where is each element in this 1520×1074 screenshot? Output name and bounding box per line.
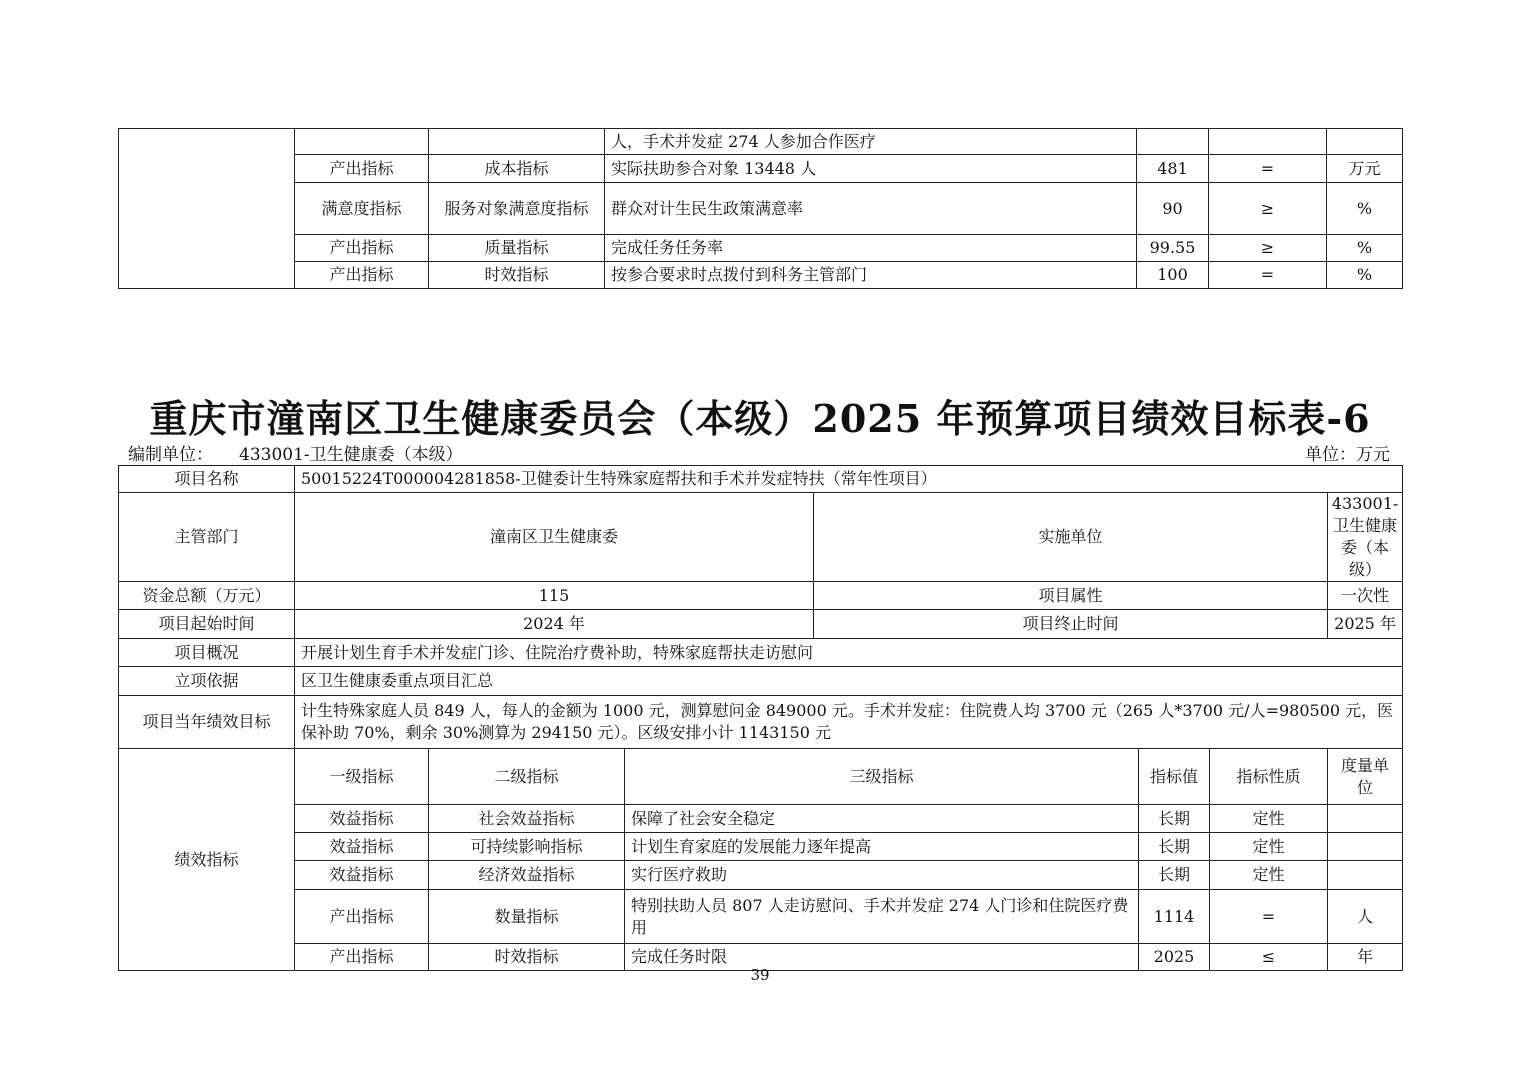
table-row xyxy=(119,262,1403,289)
level1-cell: 产出指标 xyxy=(295,890,429,944)
level3-cell: 计划生育家庭的发展能力逐年提高 xyxy=(625,833,1139,861)
unit-cell xyxy=(1327,129,1403,155)
level1-cell: 效益指标 xyxy=(295,833,429,861)
value-cell: 长期 xyxy=(1139,805,1210,833)
table-row xyxy=(119,696,1403,749)
header-level1: 一级指标 xyxy=(295,749,429,805)
document-title: 重庆市潼南区卫生健康委员会（本级）2025 年预算项目绩效目标表-6 xyxy=(149,396,1371,441)
goal-label: 项目当年绩效目标 xyxy=(119,696,295,749)
header-level2: 二级指标 xyxy=(429,749,625,805)
funds-value: 115 xyxy=(295,582,814,610)
unit-cell xyxy=(1328,805,1403,833)
level2-cell: 时效指标 xyxy=(429,262,605,289)
unit-cell xyxy=(1328,861,1403,890)
unit-cell: % xyxy=(1327,183,1403,235)
unit-cell: % xyxy=(1327,235,1403,262)
value-cell: 481 xyxy=(1137,155,1209,183)
level1-cell xyxy=(295,129,429,155)
level2-cell: 经济效益指标 xyxy=(429,861,625,890)
level1-cell: 产出指标 xyxy=(295,262,429,289)
table-row xyxy=(119,667,1403,696)
level2-cell: 可持续影响指标 xyxy=(429,833,625,861)
level2-cell: 数量指标 xyxy=(429,890,625,944)
value-cell: 2025 xyxy=(1139,944,1210,971)
unit-cell: 人 xyxy=(1328,890,1403,944)
table-row xyxy=(119,805,1403,833)
level2-cell: 服务对象满意度指标 xyxy=(429,183,605,235)
dept-value: 潼南区卫生健康委 xyxy=(295,493,814,582)
nature-cell: ≥ xyxy=(1209,183,1327,235)
start-value: 2024 年 xyxy=(295,610,814,639)
compiler-label: 编制单位： xyxy=(128,445,213,465)
page-number: 39 xyxy=(750,966,770,984)
table-row xyxy=(119,749,1403,805)
level1-cell: 效益指标 xyxy=(295,805,429,833)
impl-value: 433001-卫生健康委（本级） xyxy=(1328,493,1403,582)
level1-cell: 效益指标 xyxy=(295,861,429,890)
attr-value: 一次性 xyxy=(1328,582,1403,610)
continuation-table xyxy=(118,128,1403,289)
level2-cell: 时效指标 xyxy=(429,944,625,971)
value-cell: 100 xyxy=(1137,262,1209,289)
funds-label: 资金总额（万元） xyxy=(119,582,295,610)
level2-cell: 质量指标 xyxy=(429,235,605,262)
nature-cell: ≥ xyxy=(1209,235,1327,262)
dept-label: 主管部门 xyxy=(119,493,295,582)
basis-label: 立项依据 xyxy=(119,667,295,696)
compiler-line xyxy=(128,440,463,465)
level3-cell: 群众对计生民生政策满意率 xyxy=(605,183,1137,235)
value-cell: 长期 xyxy=(1139,833,1210,861)
unit-cell: % xyxy=(1327,262,1403,289)
level2-cell xyxy=(429,129,605,155)
level2-cell: 成本指标 xyxy=(429,155,605,183)
value-cell: 1114 xyxy=(1139,890,1210,944)
value-cell: 90 xyxy=(1137,183,1209,235)
header-level3: 三级指标 xyxy=(625,749,1139,805)
level1-cell: 产出指标 xyxy=(295,155,429,183)
overview-label: 项目概况 xyxy=(119,639,295,667)
nature-cell: ≤ xyxy=(1210,944,1328,971)
value-cell: 长期 xyxy=(1139,861,1210,890)
header-value: 指标值 xyxy=(1139,749,1210,805)
level1-cell: 产出指标 xyxy=(295,235,429,262)
nature-cell: = xyxy=(1210,890,1328,944)
nature-cell: 定性 xyxy=(1210,833,1328,861)
indicators-section-label: 绩效指标 xyxy=(119,749,295,971)
level2-cell: 社会效益指标 xyxy=(429,805,625,833)
basis-value: 区卫生健康委重点项目汇总 xyxy=(295,667,1403,696)
header-nature: 指标性质 xyxy=(1210,749,1328,805)
overview-value: 开展计划生育手术并发症门诊、住院治疗费补助，特殊家庭帮扶走访慰问 xyxy=(295,639,1403,667)
table-row xyxy=(119,493,1403,582)
nature-cell: = xyxy=(1209,155,1327,183)
performance-table xyxy=(118,465,1403,971)
level1-cell: 产出指标 xyxy=(295,944,429,971)
table-row xyxy=(119,639,1403,667)
level1-cell: 满意度指标 xyxy=(295,183,429,235)
unit-cell: 年 xyxy=(1328,944,1403,971)
compiler-value: 433001-卫生健康委（本级） xyxy=(239,445,463,465)
value-cell: 99.55 xyxy=(1137,235,1209,262)
level3-cell: 实行医疗救助 xyxy=(625,861,1139,890)
start-label: 项目起始时间 xyxy=(119,610,295,639)
unit-cell xyxy=(1328,833,1403,861)
level3-cell: 特别扶助人员 807 人走访慰问、手术并发症 274 人门诊和住院医疗费用 xyxy=(625,890,1139,944)
level3-cell: 保障了社会安全稳定 xyxy=(625,805,1139,833)
goal-value: 计生特殊家庭人员 849 人，每人的金额为 1000 元，测算慰问金 849000 元。手术并发症：住院费人均 3700 元（265 人*3700 元/人=980500 元，医保补助 70%，剩余 30%测算为 294150 元）。区级安排小计 1143150 元 xyxy=(295,696,1403,749)
project-name-value: 50015224T000004281858-卫健委计生特殊家庭帮扶和手术并发症特扶（常年性项目） xyxy=(295,466,1403,493)
level3-cell: 人，手术并发症 274 人参加合作医疗 xyxy=(605,129,1137,155)
header-unit: 度量单位 xyxy=(1328,749,1403,805)
table-row xyxy=(119,129,1403,155)
table-row xyxy=(119,861,1403,890)
blank-label-cell xyxy=(119,129,295,289)
table-row xyxy=(119,155,1403,183)
end-value: 2025 年 xyxy=(1328,610,1403,639)
table-row xyxy=(119,466,1403,493)
nature-cell xyxy=(1209,129,1327,155)
impl-label: 实施单位 xyxy=(814,493,1328,582)
table-row xyxy=(119,833,1403,861)
unit-cell: 万元 xyxy=(1327,155,1403,183)
attr-label: 项目属性 xyxy=(814,582,1328,610)
nature-cell: = xyxy=(1209,262,1327,289)
level3-cell: 完成任务时限 xyxy=(625,944,1139,971)
unit-label: 单位：万元 xyxy=(1305,445,1390,465)
nature-cell: 定性 xyxy=(1210,861,1328,890)
end-label: 项目终止时间 xyxy=(814,610,1328,639)
table-row xyxy=(119,582,1403,610)
value-cell xyxy=(1137,129,1209,155)
level3-cell: 按参合要求时点拨付到科务主管部门 xyxy=(605,262,1137,289)
table-row xyxy=(119,890,1403,944)
table-row xyxy=(119,183,1403,235)
level3-cell: 实际扶助参合对象 13448 人 xyxy=(605,155,1137,183)
table-row xyxy=(119,610,1403,639)
table-row xyxy=(119,235,1403,262)
nature-cell: 定性 xyxy=(1210,805,1328,833)
project-name-label: 项目名称 xyxy=(119,466,295,493)
level3-cell: 完成任务任务率 xyxy=(605,235,1137,262)
